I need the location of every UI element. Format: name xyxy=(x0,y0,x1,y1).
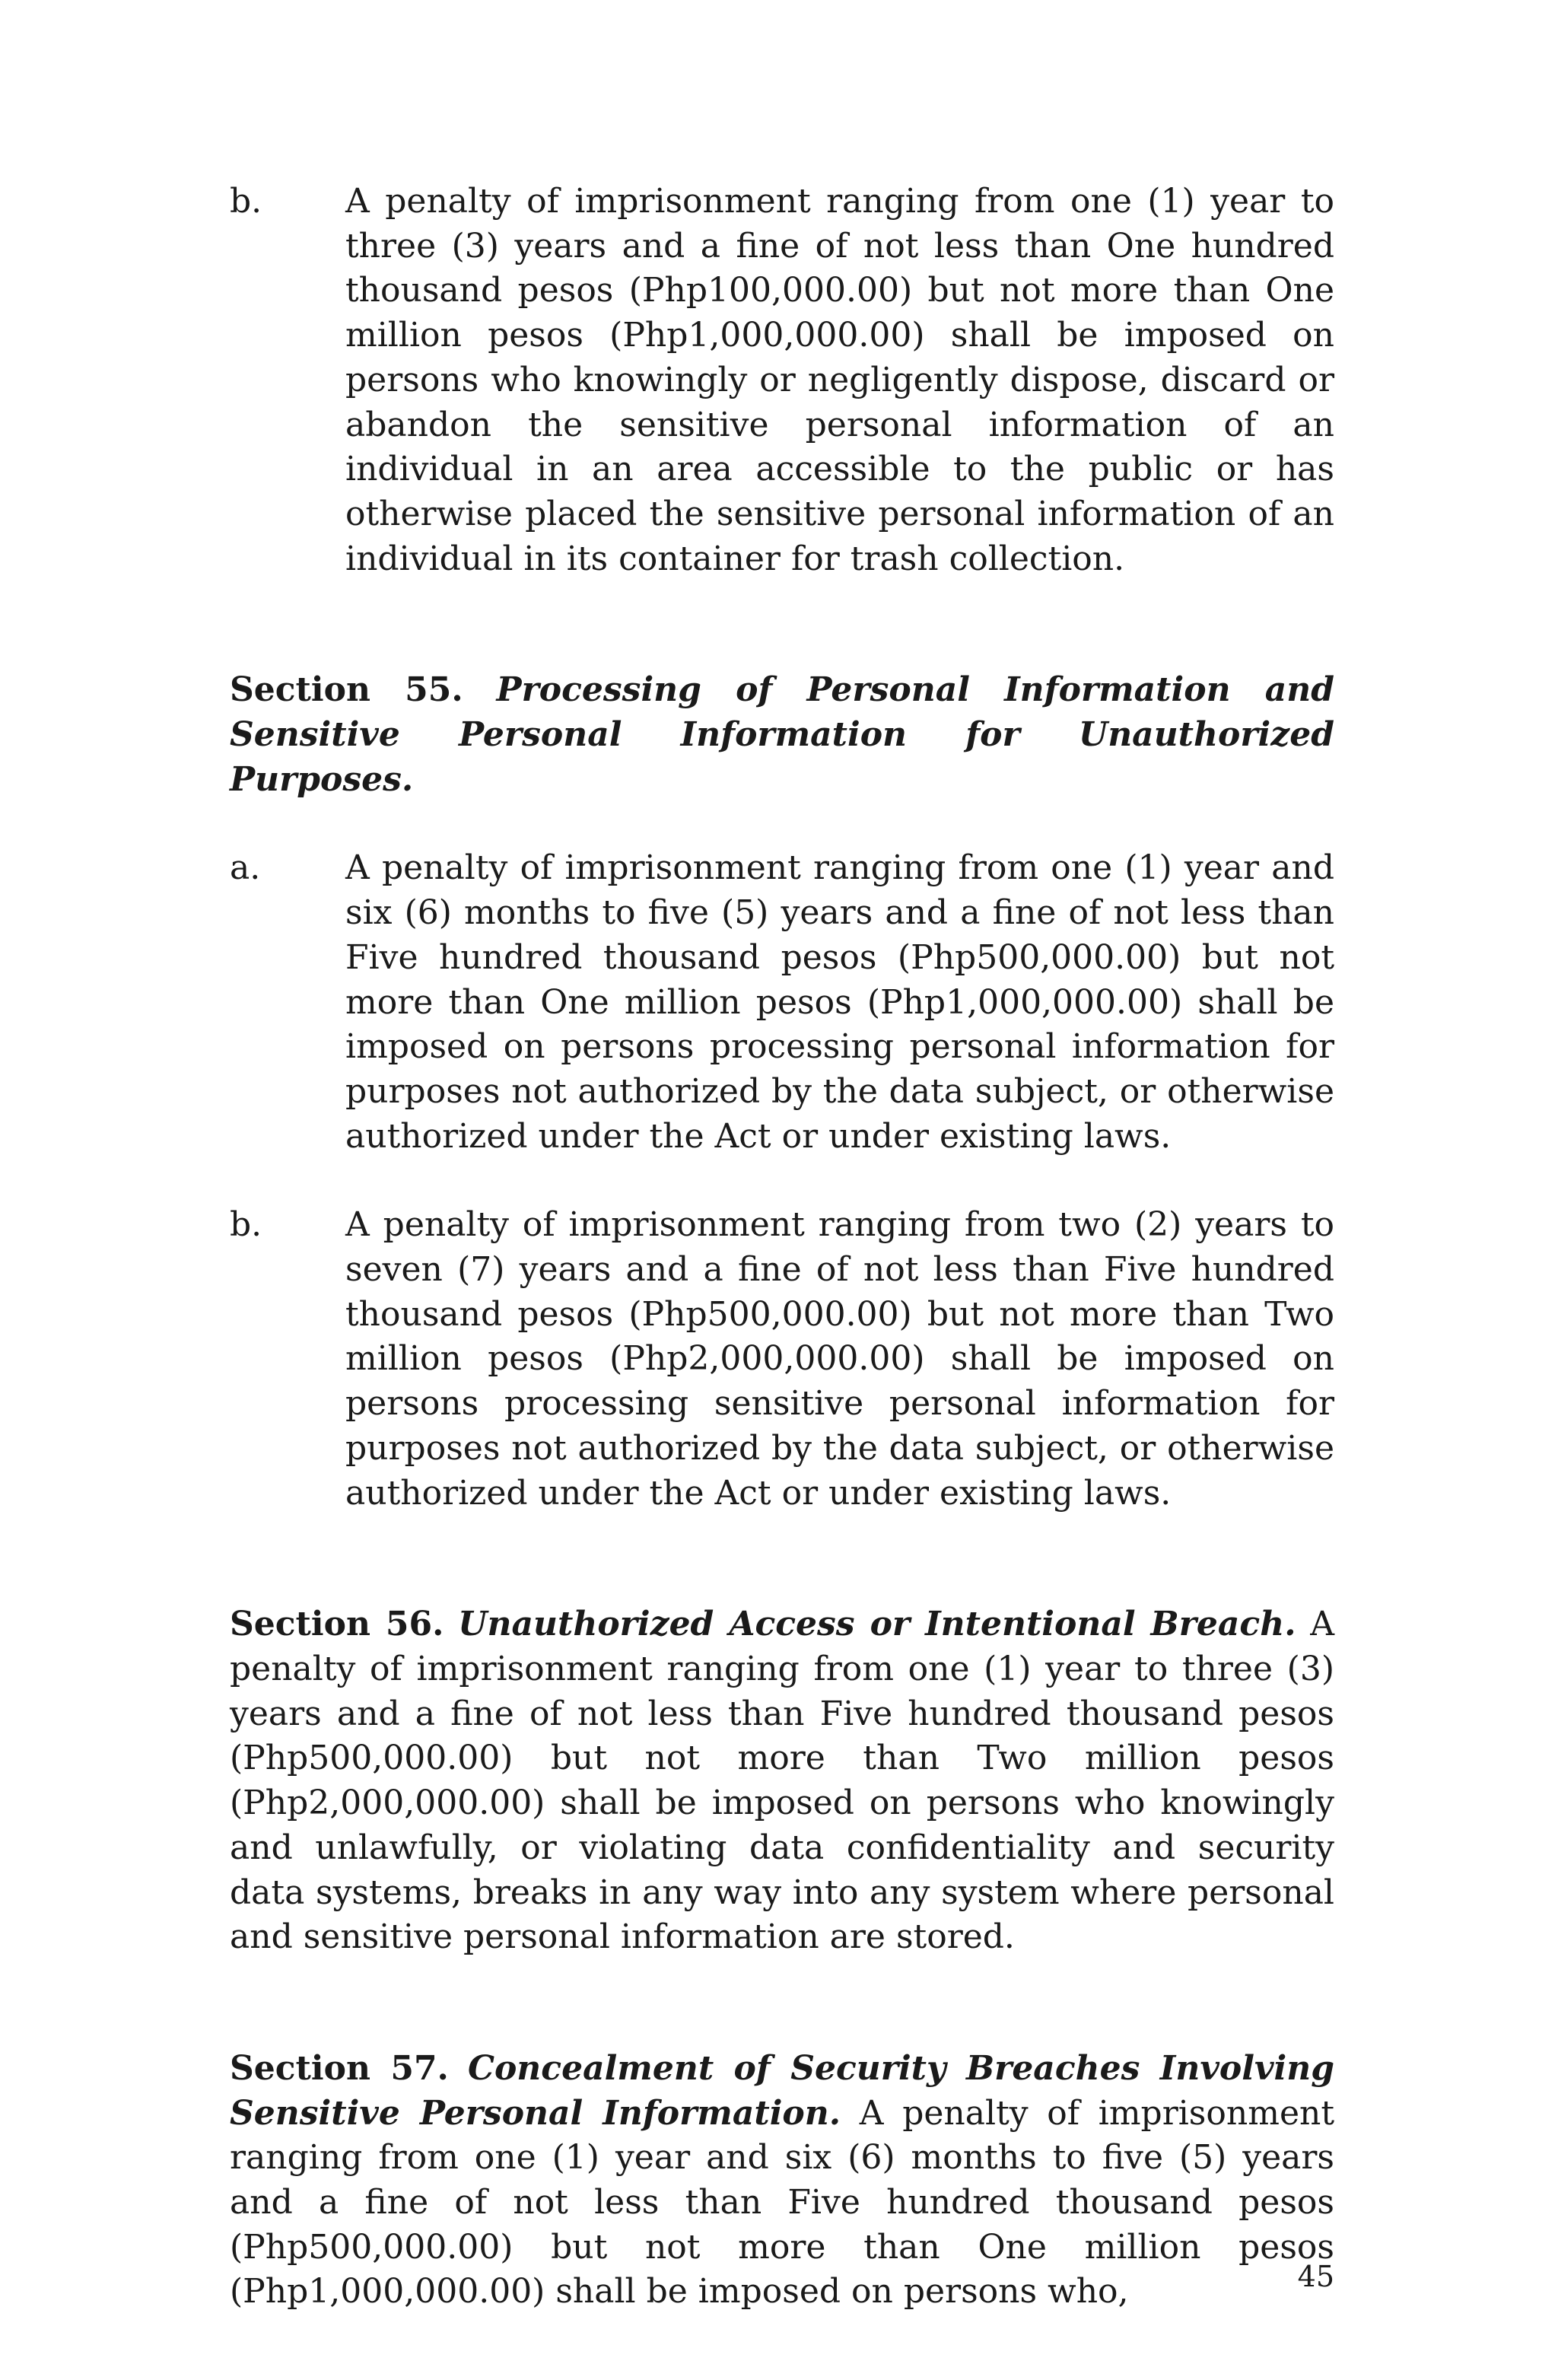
section-title: Processing of Personal Information and Sensitive Personal Information for Unauthorized Purposes. xyxy=(230,670,1334,799)
section-label: Section 57. xyxy=(230,2048,449,2088)
document-page xyxy=(230,180,1334,2315)
section-57-paragraph xyxy=(230,2047,1334,2315)
list-marker: b. xyxy=(230,182,262,221)
section-body: A penalty of imprisonment ranging from one (1) year to three (3) years and a fine of not less than Five hundred thousand pesos (Php500,000.00) but not more than Two million pesos (Php2,000,000.00) shall be imposed on persons who knowingly and unlawfully, or violating data confidentiality and security data systems, breaks in any way into any system where personal and sensitive personal information are stored. xyxy=(230,1605,1334,1957)
list-marker: b. xyxy=(230,1205,262,1245)
section-55-heading xyxy=(230,668,1334,802)
section-title: Concealment of Security Breaches Involving Sensitive Personal Information. xyxy=(230,2048,1334,2133)
list-item-text: A penalty of imprisonment ranging from one (1) year and six (6) months to five (5) years and a fine of not less than Five hundred thousand pesos (Php500,000.00) but not more than One million pesos (Php1,000,000.00) shall be imposed on persons processing personal information for purposes not authorized by the data subject, or otherwise authorized under the Act or under existing laws. xyxy=(345,848,1334,1156)
list-marker: a. xyxy=(230,848,261,888)
section-title: Unauthorized Access or Intentional Breach. xyxy=(458,1605,1296,1644)
section-56-paragraph xyxy=(230,1602,1334,1960)
section-label: Section 55. xyxy=(230,670,463,710)
section-label: Section 56. xyxy=(230,1605,444,1644)
list-item xyxy=(230,846,1334,1159)
section-body: A penalty of imprisonment ranging from one (1) year and six (6) months to five (5) years and a fine of not less than Five hundred thousand pesos (Php500,000.00) but not more than One million pesos (Php1,000,000.00) shall be imposed on persons who, xyxy=(230,2093,1334,2312)
list-item xyxy=(230,180,1334,581)
list-item-text: A penalty of imprisonment ranging from one (1) year to three (3) years and a fine of not less than One hundred thousand pesos (Php100,000.00) but not more than One million pesos (Php1,000,000.00) shall be imposed on persons who knowingly or negligently dispose, discard or abandon the sensitive personal information of an individual in an area accessible to the public or has otherwise placed the sensitive personal information of an individual in its container for trash collection. xyxy=(345,182,1334,578)
page-number: 45 xyxy=(1297,2260,1334,2293)
list-item-text: A penalty of imprisonment ranging from two (2) years to seven (7) years and a fine of not less than Five hundred thousand pesos (Php500,000.00) but not more than Two million pesos (Php2,000,000.00) shall be imposed on persons processing sensitive personal information for purposes not authorized by the data subject, or otherwise authorized under the Act or under existing laws. xyxy=(345,1205,1334,1513)
list-item xyxy=(230,1203,1334,1516)
